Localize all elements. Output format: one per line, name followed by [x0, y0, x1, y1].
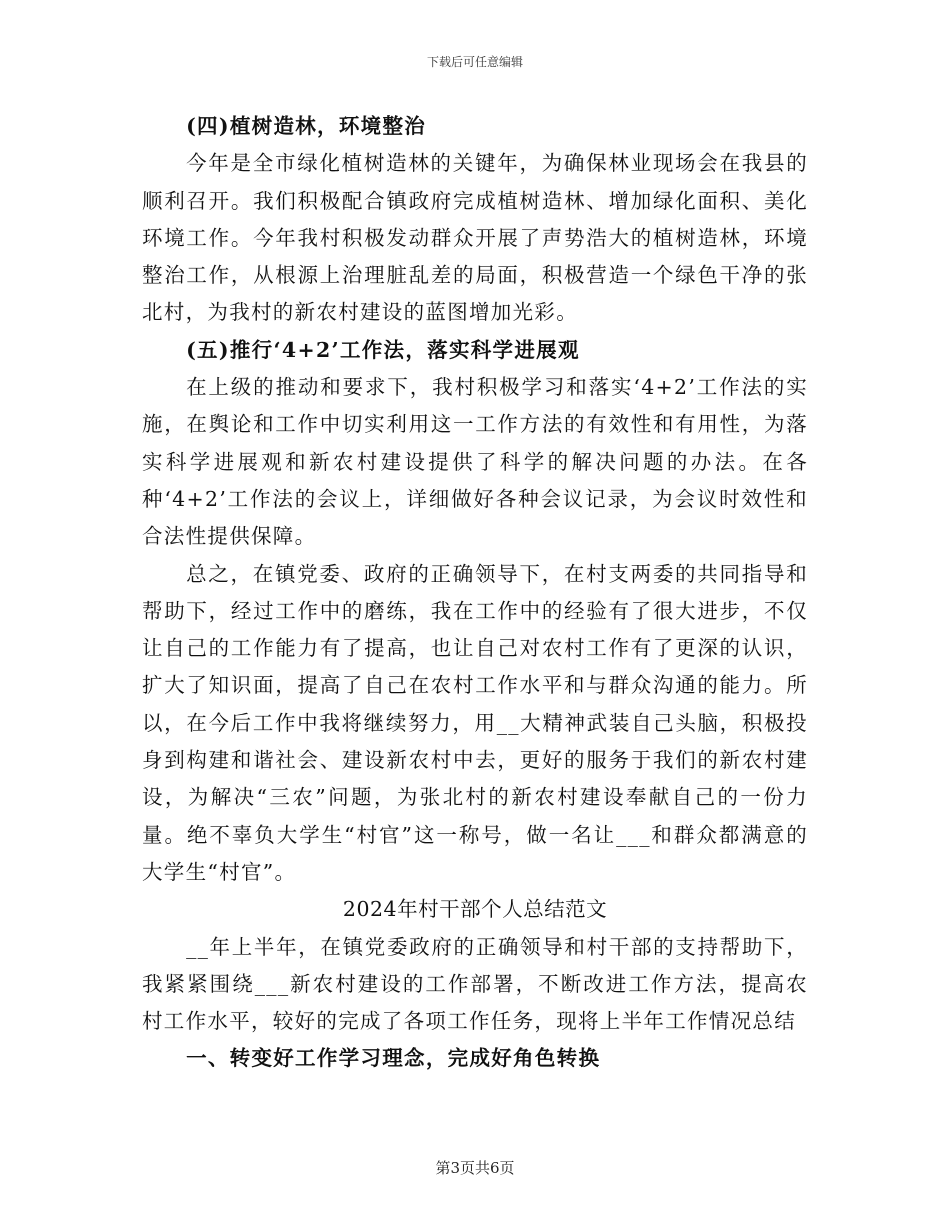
page-footer: 第3页共6页 [435, 1159, 515, 1177]
document-body [142, 108, 808, 1078]
document-title: 2024年村干部个人总结范文 [342, 897, 608, 922]
section-heading-1: 一、转变好工作学习理念，完成好角色转换 [186, 1046, 601, 1071]
page-header: 下载后可任意编辑 [426, 55, 523, 69]
paragraph-afforestation: 今年是全市绿化植树造林的关键年，为确保林业现场会在我县的顺利召开。我们积极配合镇政府完成植树造林、增加绿化面积、美化环境工作。今年我村积极发动群众开展了声势浩大的植树造林，环境整治工作，从根源上治理脏乱差的局面，积极营造一个绿色干净的张北村，为我村的新农村建设的蓝图增加光彩。 [142, 151, 808, 325]
section-heading-4: (四)植树造林，环境整治 [186, 114, 427, 138]
paragraph-summary: 总之，在镇党委、政府的正确领导下，在村支两委的共同指导和帮助下，经过工作中的磨练，我在工作中的经验有了很大进步，不仅让自己的工作能力有了提高，也让自己对农村工作有了更深的认识，扩大了知识面，提高了自己在农村工作水平和与群众沟通的能力。所以，在今后工作中我将继续努力，用__大精神武装自己头脑，积极投身到构建和谐社会、建设新农村中去，更好的服务于我们的新农村建设，为解决“三农”问题，为张北村的新农村建设奉献自己的一份力量。绝不辜负大学生“村官”这一称号，做一名让___和群众都满意的大学生“村官”。 [142, 561, 808, 884]
paragraph-work-method: 在上级的推动和要求下，我村积极学习和落实‘4+2’工作法的实施，在舆论和工作中切实利用这一工作方法的有效性和有用性，为落实科学进展观和新农村建设提供了科学的解决问题的办法。在各种‘4+2’工作法的会议上，详细做好各种会议记录，为会议时效性和合法性提供保障。 [142, 375, 808, 549]
paragraph-intro: __年上半年，在镇党委政府的正确领导和村干部的支持帮助下，我紧紧围绕___新农村建设的工作部署，不断改进工作方法，提高农村工作水平，较好的完成了各项工作任务，现将上半年工作情况总结 [142, 934, 808, 1034]
section-heading-5: (五)推行‘4+2’工作法，落实科学进展观 [186, 337, 580, 362]
